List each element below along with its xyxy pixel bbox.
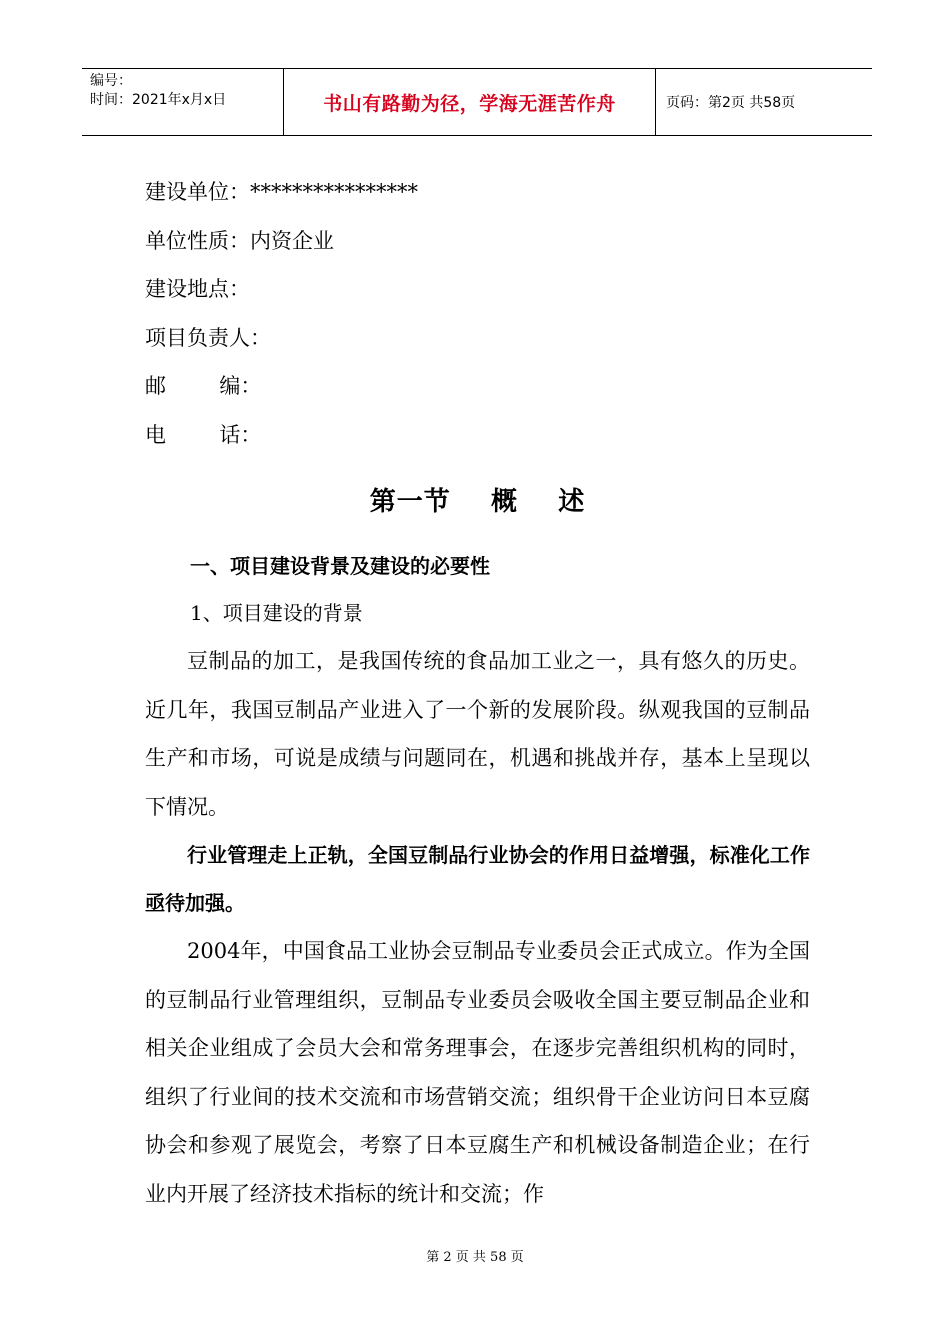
heading-background-necessity: 一、项目建设背景及建设的必要性	[190, 554, 490, 578]
page-header	[82, 68, 872, 136]
document-body	[145, 168, 810, 1218]
info-postcode: 邮 编：	[145, 374, 262, 398]
heading-project-background: 1、项目建设的背景	[190, 601, 363, 625]
header-meta	[82, 69, 284, 135]
header-page-info: 页码：第2页 共58页	[666, 95, 796, 111]
header-motto: 书山有路勤为径，学海无涯苦作舟	[323, 92, 616, 115]
paragraph-association: 2004年，中国食品工业协会豆制品专业委员会正式成立。作为全国的豆制品行业管理组织，豆制品专业委员会吸收全国主要豆制品企业和相关企业组成了会员大会和常务理事会，在逐步完善组织机构的同时，组织了行业间的技术交流和市场营销交流；组织骨干企业访问日本豆腐协会和参观了展览会，考察了日本豆腐生产和机械设备制造企业；在行业内开展了经济技术指标的统计和交流；作	[145, 939, 810, 1206]
serial-label: 编号：	[90, 73, 132, 89]
page-footer: 第 2 页 共 58 页	[426, 1250, 524, 1265]
paragraph-bold-summary: 行业管理走上正轨，全国豆制品行业协会的作用日益增强，标准化工作亟待加强。	[145, 843, 810, 915]
info-project-leader: 项目负责人：	[145, 325, 271, 350]
header-motto-cell	[284, 69, 656, 135]
paragraph-intro: 豆制品的加工，是我国传统的食品加工业之一，具有悠久的历史。近几年，我国豆制品产业进入了一个新的发展阶段。纵观我国的豆制品生产和市场，可说是成绩与问题同在，机遇和挑战并存，基本上呈现以下情况。	[145, 649, 810, 819]
info-phone: 电 话：	[145, 422, 262, 447]
info-construction-unit: 建设单位：****************	[145, 180, 418, 204]
section-title: 第一节 概 述	[369, 487, 586, 517]
info-construction-site: 建设地点：	[145, 277, 250, 301]
info-unit-nature: 单位性质：内资企业	[145, 228, 334, 253]
time-label: 时间：2021年x月x日	[90, 92, 227, 108]
